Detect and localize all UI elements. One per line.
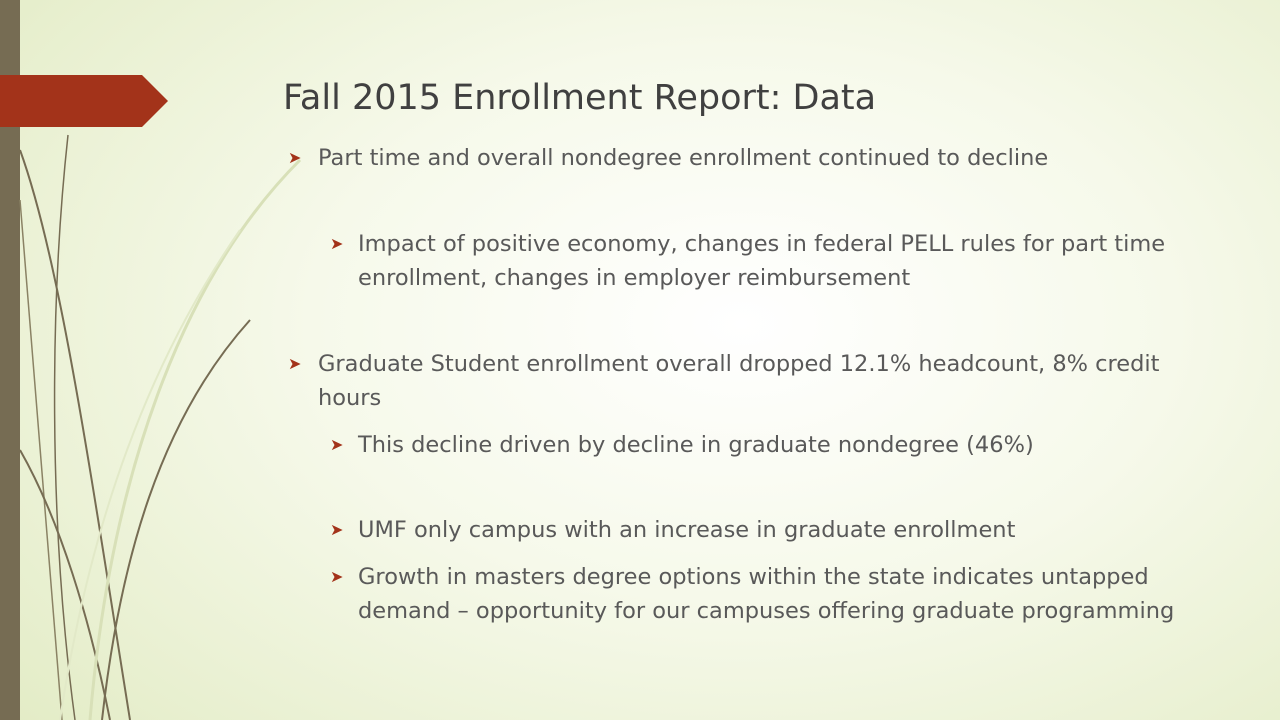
bullet-text: Part time and overall nondegree enrollment continued to decline [318, 145, 1049, 171]
bullet-item [288, 141, 1198, 175]
arrow-bullet-icon: ➤ [330, 234, 344, 253]
bullet-text: This decline driven by decline in graduate nondegree (46%) [358, 432, 1034, 458]
bullet-item [330, 428, 1198, 462]
bullet-item [288, 347, 1198, 415]
arrow-bullet-icon: ➤ [330, 520, 344, 539]
bullet-text: Growth in masters degree options within the state indicates untapped demand – opportunity for our campuses offering graduate programming [358, 564, 1175, 624]
arrow-bullet-icon: ➤ [288, 354, 302, 373]
bullet-text: UMF only campus with an increase in graduate enrollment [358, 517, 1016, 543]
arrow-bullet-icon: ➤ [330, 435, 344, 454]
slide-title: Fall 2015 Enrollment Report: Data [283, 78, 877, 118]
bullet-item [330, 513, 1198, 547]
arrow-bullet-icon: ➤ [330, 567, 344, 586]
bullet-item [330, 560, 1198, 628]
bullet-text: Impact of positive economy, changes in federal PELL rules for part time enrollment, changes in employer reimbursement [358, 231, 1166, 291]
bullet-item [330, 227, 1198, 295]
bullet-text: Graduate Student enrollment overall dropped 12.1% headcount, 8% credit hours [318, 351, 1160, 411]
arrow-bullet-icon: ➤ [288, 148, 302, 167]
